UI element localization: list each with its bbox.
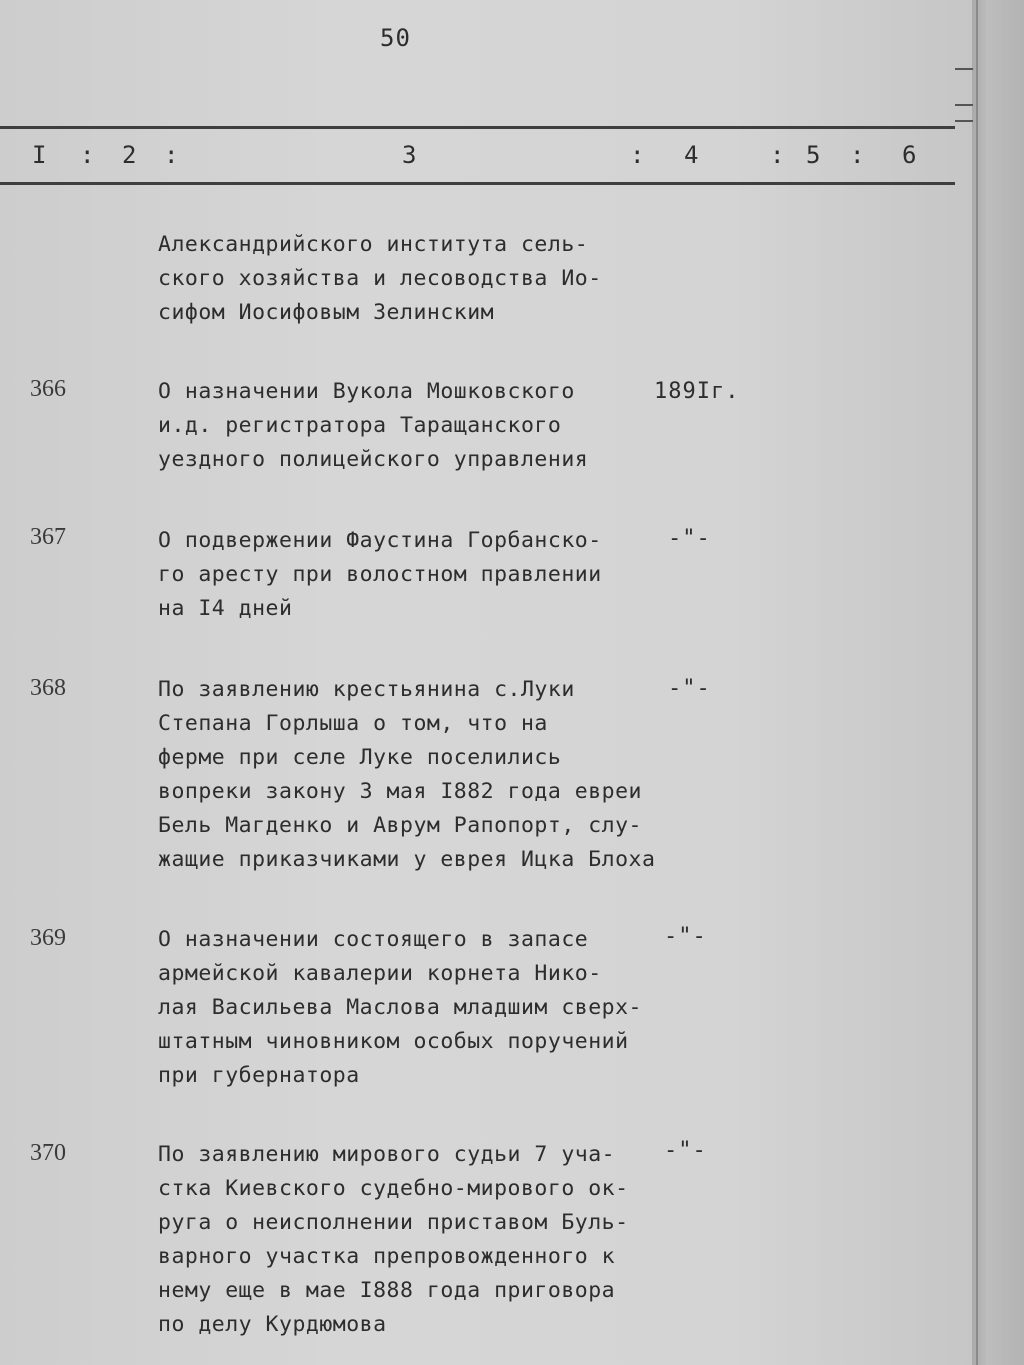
text-line: О назначении Вукола Мошковского <box>158 379 575 404</box>
entry-description <box>158 524 718 626</box>
column-separator: : <box>164 141 179 169</box>
column-header-6: 6 <box>902 141 917 169</box>
page-number: 50 <box>380 24 411 52</box>
entry-number: 370 <box>30 1140 66 1166</box>
text-line: на I4 дней <box>158 596 293 621</box>
text-line: ского хозяйства и лесоводства Ио- <box>158 266 602 291</box>
entry-number: 368 <box>30 675 66 701</box>
text-line: го аресту при волостном правлении <box>158 562 602 587</box>
edge-tick <box>955 68 973 70</box>
header-bottom-rule <box>0 182 955 185</box>
text-line: стка Киевского судебно-мирового ок- <box>158 1176 629 1201</box>
text-line: армейской кавалерии корнета Нико- <box>158 961 602 986</box>
text-line: варного участка препровожденного к <box>158 1244 616 1269</box>
page-edge-line <box>976 0 978 1365</box>
text-line: Степана Горлыша о том, что на <box>158 711 548 736</box>
text-line: сифом Иосифовым Зелинским <box>158 300 495 325</box>
entry-description <box>158 673 718 877</box>
text-line: и.д. регистратора Таращанского <box>158 413 562 438</box>
column-header-1: I <box>32 141 47 169</box>
entry-date: -"- <box>664 924 707 949</box>
entry-number: 366 <box>30 376 66 402</box>
column-header-5: 5 <box>806 141 821 169</box>
edge-tick <box>955 104 973 106</box>
entry-number: 369 <box>30 925 66 951</box>
column-header-3: 3 <box>402 141 417 169</box>
text-line: лая Васильева Маслова младшим сверх- <box>158 995 642 1020</box>
text-line: уездного полицейского управления <box>158 447 589 472</box>
next-page-edge <box>972 0 1024 1365</box>
column-separator: : <box>770 141 785 169</box>
column-header-4: 4 <box>684 141 699 169</box>
text-line: О назначении состоящего в запасе <box>158 927 589 952</box>
edge-tick <box>955 120 973 122</box>
header-top-rule <box>0 126 955 129</box>
text-line: штатным чиновником особых поручений <box>158 1029 629 1054</box>
text-line: Бель Магденко и Аврум Рапопорт, слу- <box>158 813 642 838</box>
intro-text <box>158 228 718 330</box>
entry-description <box>158 1138 718 1342</box>
text-line: ферме при селе Луке поселились <box>158 745 562 770</box>
entry-number: 367 <box>30 524 66 550</box>
text-line: нему еще в мае I888 года приговора <box>158 1278 616 1303</box>
entry-date: 189Iг. <box>654 379 740 404</box>
column-separator: : <box>630 141 645 169</box>
text-line: руга о неисполнении приставом Буль- <box>158 1210 629 1235</box>
entry-description <box>158 375 718 477</box>
text-line: Александрийского института сель- <box>158 232 589 257</box>
column-header-2: 2 <box>122 141 137 169</box>
text-line: По заявлению крестьянина с.Луки <box>158 677 575 702</box>
text-line: вопреки закону 3 мая I882 года евреи <box>158 779 642 804</box>
text-line: О подвержении Фаустина Горбанско- <box>158 528 602 553</box>
entry-description <box>158 923 718 1093</box>
entry-date: -"- <box>668 526 711 551</box>
column-separator: : <box>850 141 865 169</box>
entry-date: -"- <box>664 1138 707 1163</box>
text-line: По заявлению мирового судьи 7 уча- <box>158 1142 616 1167</box>
text-line: при губернатора <box>158 1063 360 1088</box>
entry-date: -"- <box>668 676 711 701</box>
column-separator: : <box>80 141 95 169</box>
text-line: жащие приказчиками у еврея Ицка Блоха <box>158 847 656 872</box>
text-line: по делу Курдюмова <box>158 1312 387 1337</box>
